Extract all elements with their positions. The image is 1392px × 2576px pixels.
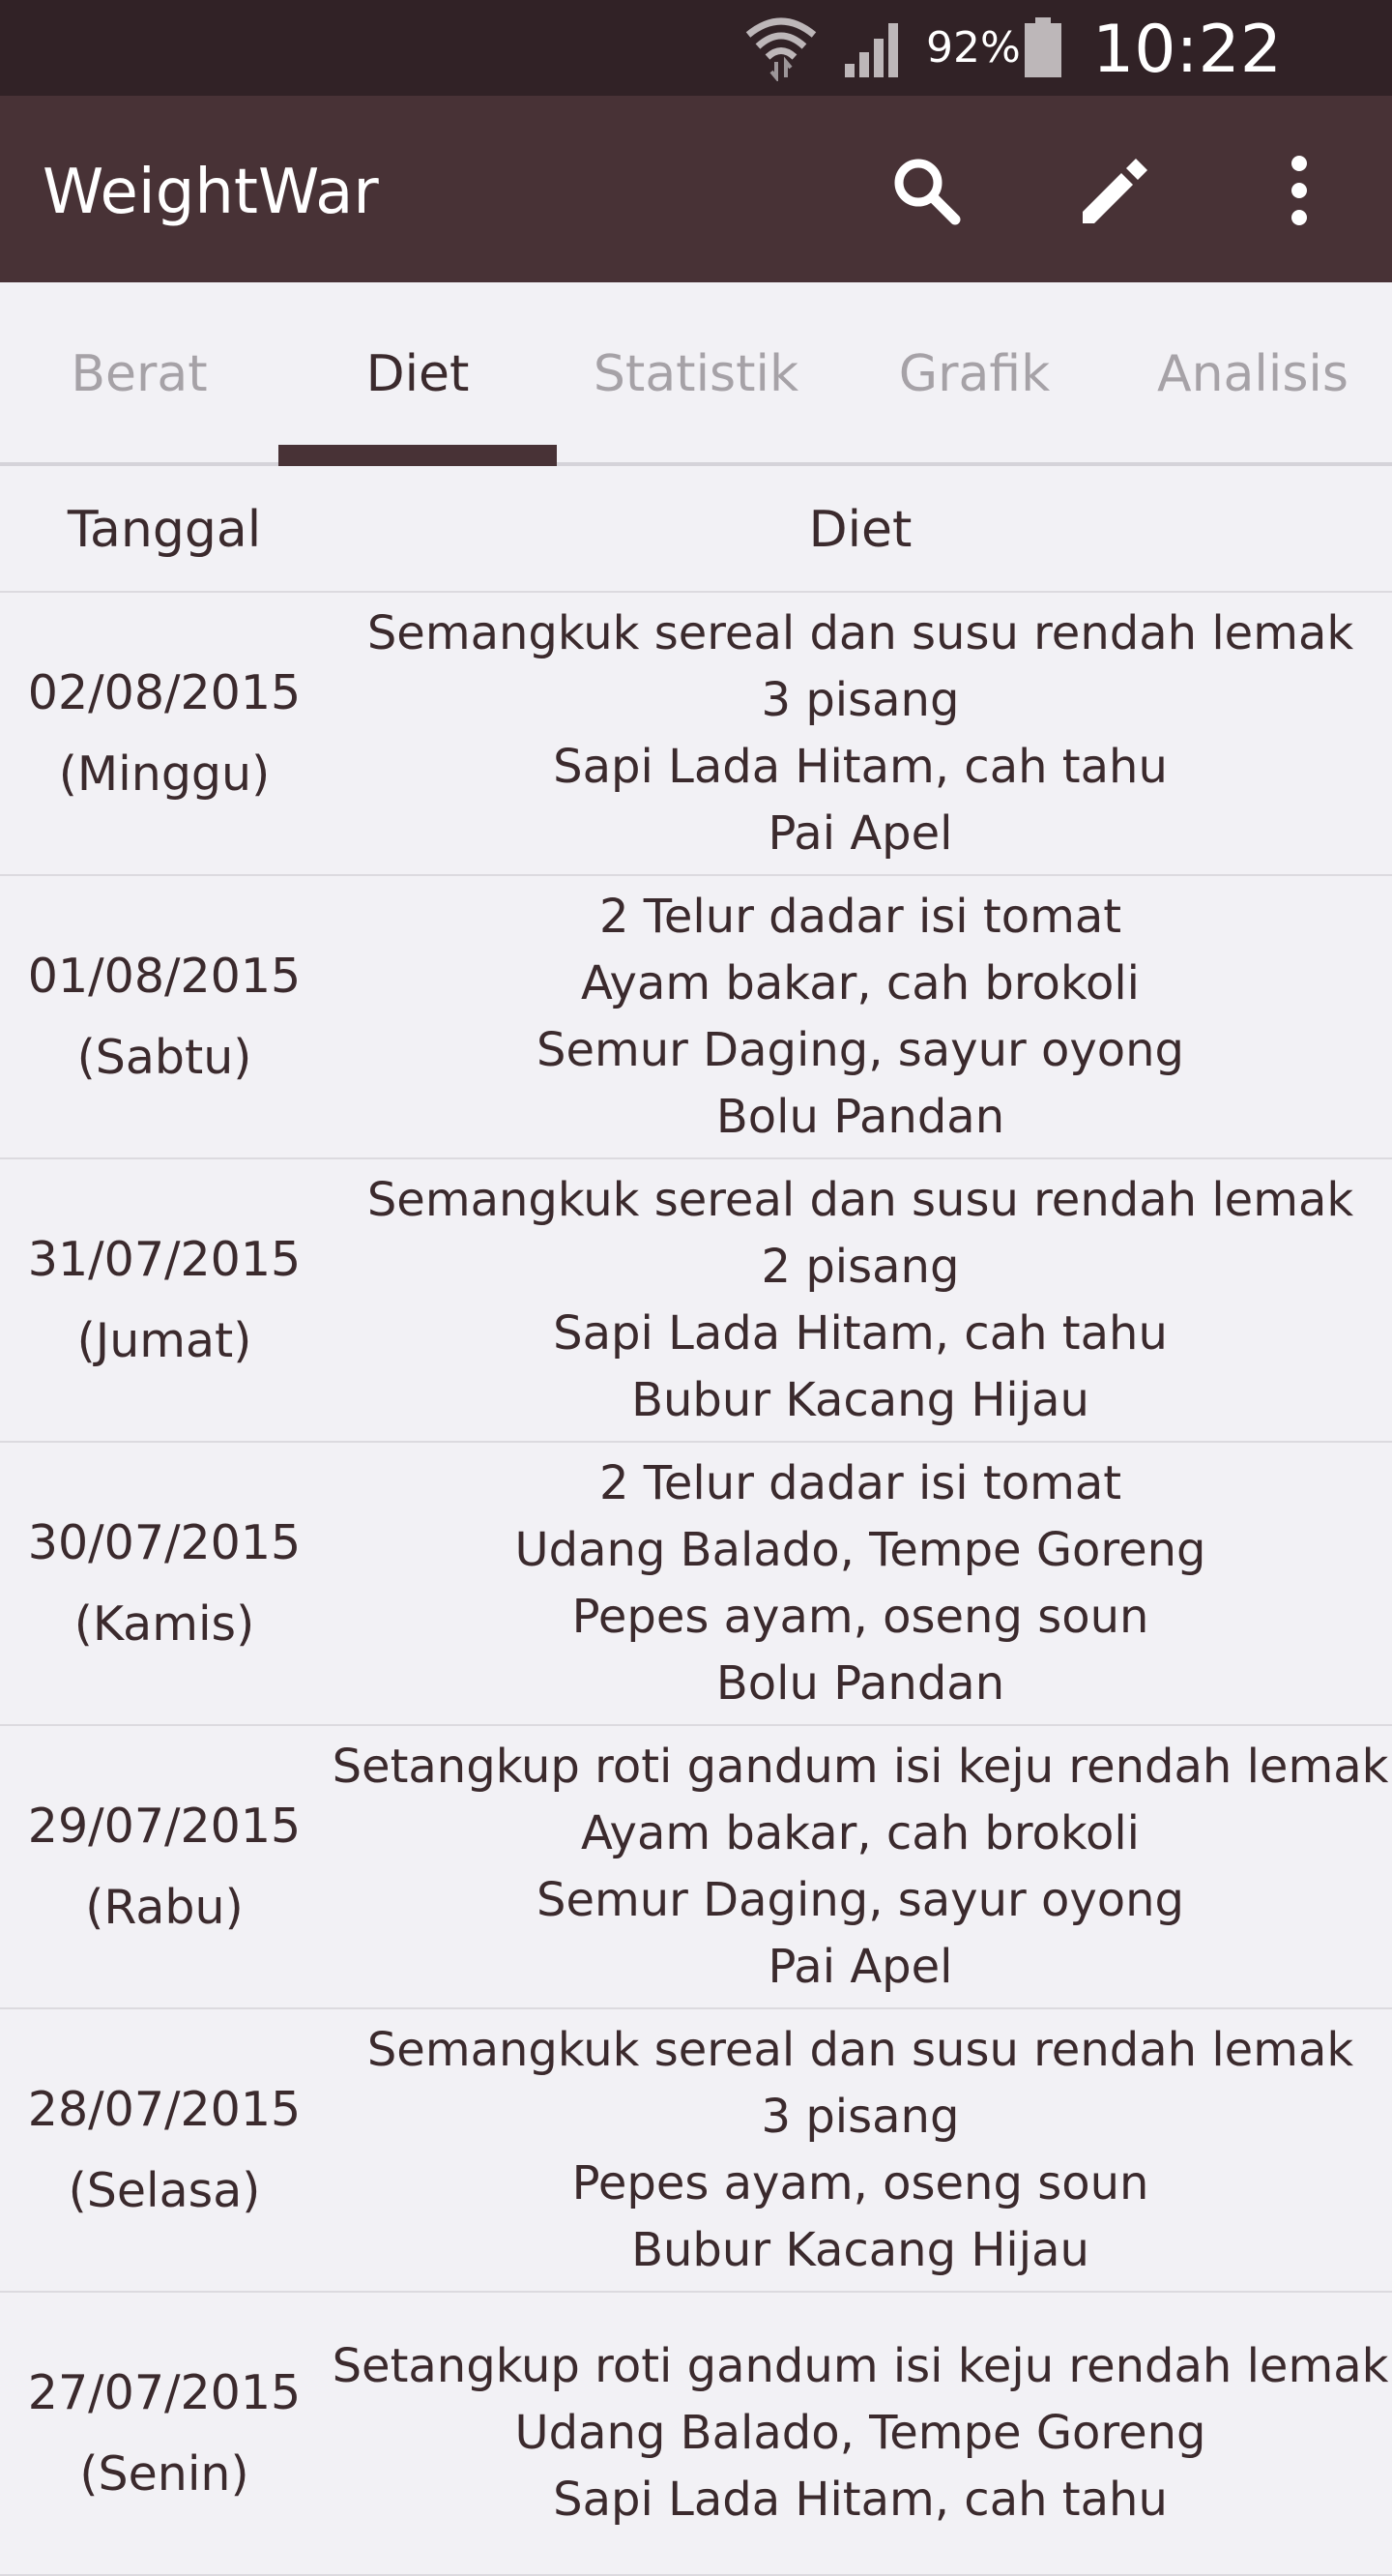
row-day: (Selasa) [68,2162,261,2218]
meal-snack: Udang Balado, Tempe Goreng [514,1522,1206,1577]
table-row[interactable] [0,1159,1392,1443]
row-date-cell [0,593,329,874]
row-date: 31/07/2015 [27,1231,302,1287]
tab-diet[interactable]: Diet [365,345,470,403]
table-row[interactable] [0,1726,1392,2009]
meal-main: Semur Daging, sayur oyong [536,1022,1185,1077]
row-meals-cell [329,876,1392,1157]
tab-statistik[interactable]: Statistik [593,345,799,403]
search-button[interactable] [878,142,974,239]
row-date-cell [0,876,329,1157]
meal-breakfast: Semangkuk sereal dan susu rendah lemak [366,605,1354,660]
row-date: 01/08/2015 [27,948,302,1004]
wifi-icon [744,14,818,81]
meal-dessert: Bolu Pandan [715,1655,1005,1711]
row-day: (Senin) [79,2445,249,2502]
meal-snack: 3 pisang [761,672,960,727]
meal-main: Sapi Lada Hitam, cah tahu [553,1305,1168,1361]
meal-dessert: Pai Apel [768,805,953,861]
status-bar [0,0,1392,96]
table-row[interactable] [0,1443,1392,1726]
table-row[interactable] [0,876,1392,1159]
status-clock: 10:22 [1092,12,1282,88]
signal-icon [843,15,907,79]
row-day: (Kamis) [73,1595,255,1652]
row-date: 28/07/2015 [27,2081,302,2137]
table-row[interactable] [0,593,1392,876]
edit-icon [1075,152,1152,229]
meal-breakfast: Setangkup roti gandum isi keju rendah lemak [332,2339,1389,2393]
meal-breakfast: 2 Telur dadar isi tomat [598,889,1122,944]
meal-snack: 3 pisang [761,2089,960,2144]
battery-icon [1023,17,1063,79]
edit-button[interactable] [1065,142,1162,239]
row-date: 02/08/2015 [27,664,302,720]
table-row[interactable] [0,2293,1392,2576]
tab-berat[interactable]: Berat [71,345,208,403]
meal-snack: Ayam bakar, cah brokoli [580,1805,1141,1860]
diet-list [0,593,1392,2576]
meal-main: Pepes ayam, oseng soun [571,1589,1149,1644]
more-options-button[interactable] [1251,142,1348,239]
meal-main: Sapi Lada Hitam, cah tahu [553,2473,1168,2527]
row-meals-cell [329,2293,1392,2574]
meal-dessert: Bubur Kacang Hijau [631,2222,1089,2277]
tab-bar [0,282,1392,466]
row-day: (Jumat) [76,1312,252,1368]
row-day: (Sabtu) [76,1029,252,1085]
meal-main: Semur Daging, sayur oyong [536,1872,1185,1927]
meal-breakfast: Semangkuk sereal dan susu rendah lemak [366,1172,1354,1227]
app-bar [0,96,1392,282]
table-header [0,466,1392,593]
row-date: 30/07/2015 [27,1514,302,1570]
row-date-cell [0,2293,329,2574]
meal-dessert: Bubur Kacang Hijau [631,1372,1089,1427]
meal-dessert: Pai Apel [768,1939,953,1994]
tab-grafik[interactable]: Grafik [898,345,1051,403]
search-icon [887,152,965,229]
battery-percent: 92% [926,23,1021,73]
row-meals-cell [329,1159,1392,1441]
row-day: (Minggu) [58,746,271,802]
table-row[interactable] [0,2009,1392,2293]
meal-breakfast: Setangkup roti gandum isi keju rendah lemak [332,1739,1389,1794]
meal-dessert: Bolu Pandan [715,1089,1005,1144]
meal-snack: Ayam bakar, cah brokoli [580,955,1141,1010]
row-date-cell [0,2009,329,2291]
app-title: WeightWar [43,157,379,228]
row-meals-cell [329,1726,1392,2007]
row-date: 27/07/2015 [27,2364,302,2420]
meal-breakfast: Semangkuk sereal dan susu rendah lemak [366,2022,1354,2077]
column-header-date: Tanggal [67,500,262,559]
row-date-cell [0,1443,329,1724]
more-vert-icon [1280,152,1319,229]
row-day: (Rabu) [85,1879,244,1935]
column-header-diet: Diet [808,500,913,559]
tab-analisis[interactable]: Analisis [1157,345,1348,403]
meal-main: Pepes ayam, oseng soun [571,2155,1149,2210]
meal-snack: 2 pisang [761,1239,960,1294]
row-meals-cell [329,2009,1392,2291]
row-meals-cell [329,593,1392,874]
row-date-cell [0,1159,329,1441]
active-tab-indicator [278,445,557,466]
meal-snack: Udang Balado, Tempe Goreng [514,2406,1206,2460]
meal-breakfast: 2 Telur dadar isi tomat [598,1455,1122,1510]
meal-main: Sapi Lada Hitam, cah tahu [553,739,1168,794]
row-date: 29/07/2015 [27,1798,302,1854]
row-date-cell [0,1726,329,2007]
row-meals-cell [329,1443,1392,1724]
